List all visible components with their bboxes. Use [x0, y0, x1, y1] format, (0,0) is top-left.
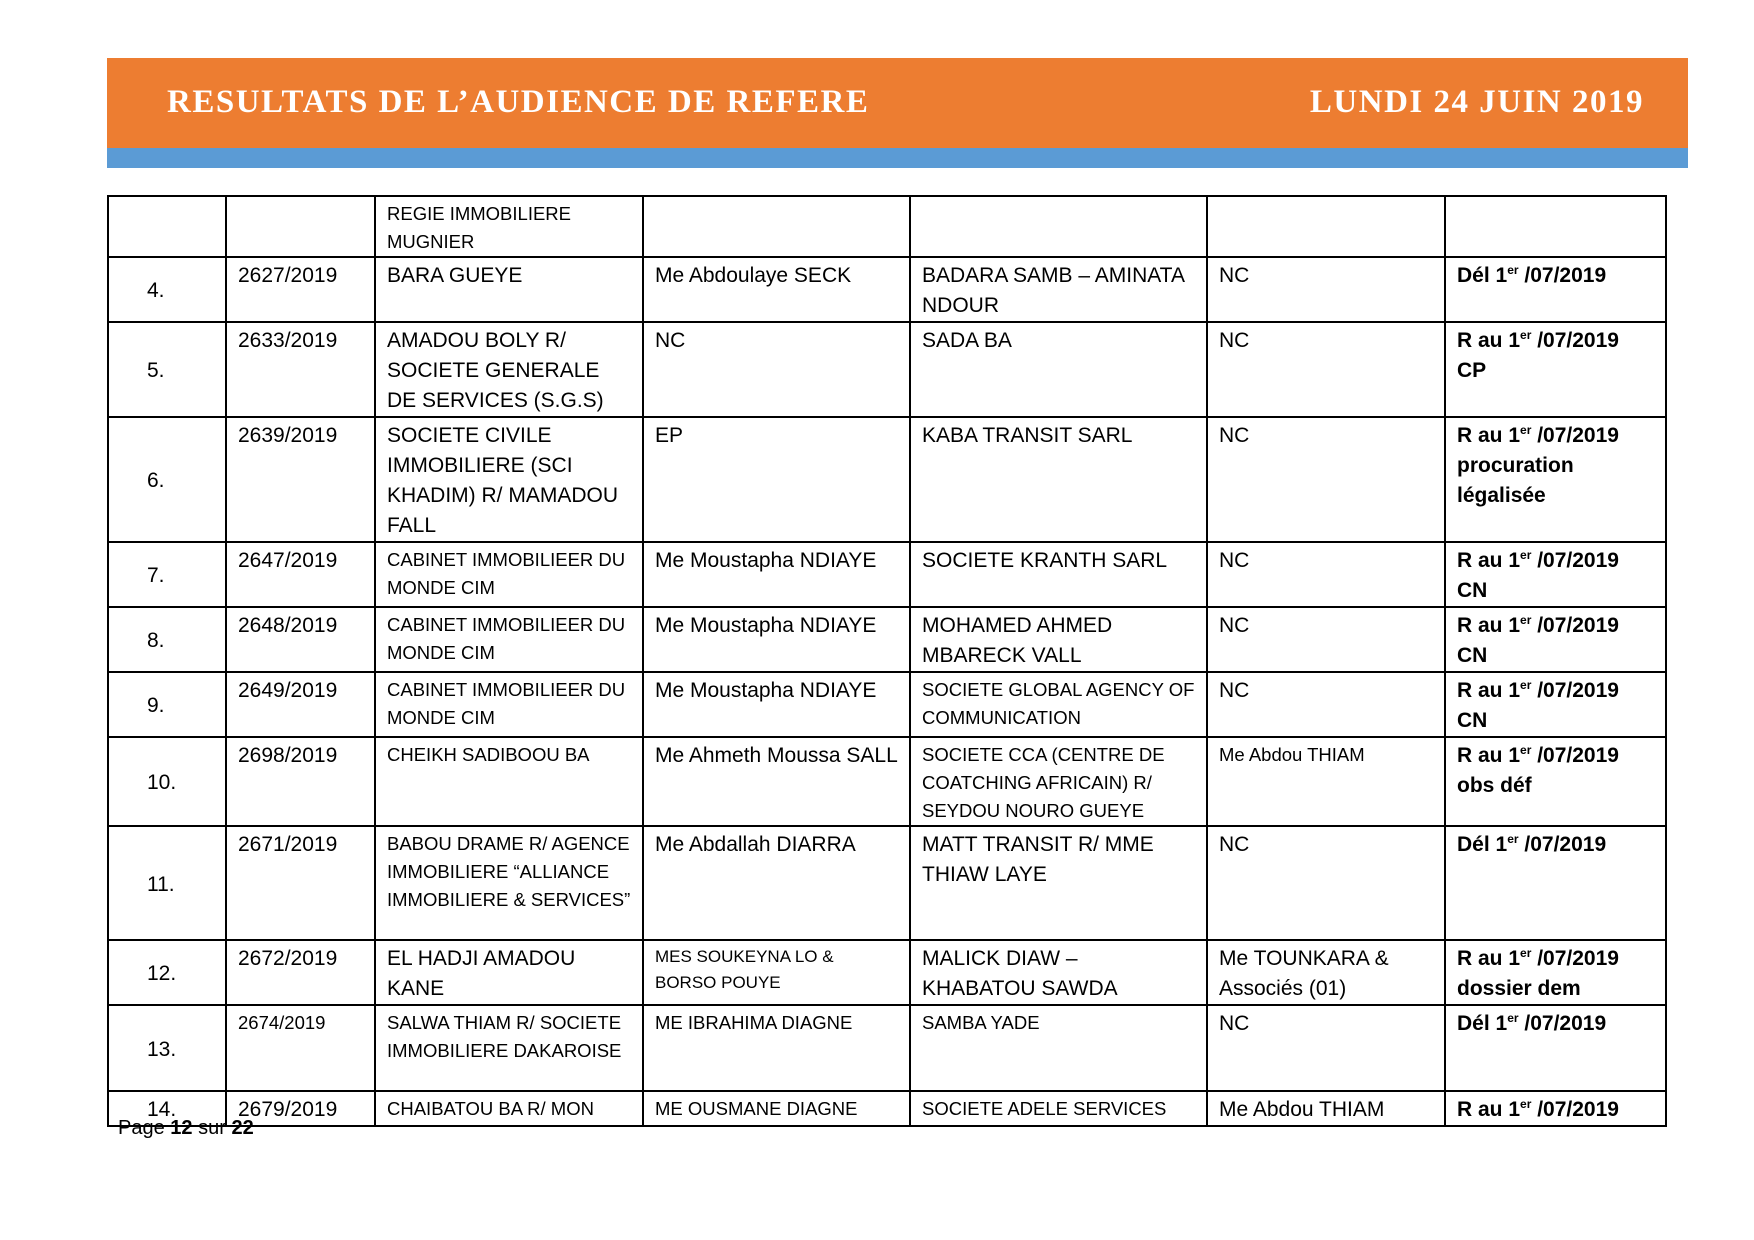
page-date: LUNDI 24 JUIN 2019 [1309, 84, 1644, 120]
case-reference: 2633/2019 [226, 322, 375, 417]
row-number: 4. [108, 257, 226, 322]
table-row [108, 417, 1666, 542]
plaintiff-lawyer-cell: EP [643, 417, 910, 542]
row-number: 5. [108, 322, 226, 417]
defendant-lawyer-cell: NC [1207, 322, 1445, 417]
plaintiff-cell: CABINET IMMOBILIEER DU MONDE CIM [375, 607, 643, 672]
case-reference: 2672/2019 [226, 940, 375, 1005]
row-number: 7. [108, 542, 226, 607]
decision-cell [1445, 196, 1666, 257]
case-reference: 2698/2019 [226, 737, 375, 826]
decision-cell: R au 1er /07/2019 [1445, 1091, 1666, 1126]
plaintiff-lawyer-cell: Me Ahmeth Moussa SALL [643, 737, 910, 826]
defendant-cell: BADARA SAMB – AMINATA NDOUR [910, 257, 1207, 322]
table-row [108, 940, 1666, 1005]
plaintiff-cell: AMADOU BOLY R/ SOCIETE GENERALE DE SERVICES (S.G.S) [375, 322, 643, 417]
case-reference: 2649/2019 [226, 672, 375, 737]
plaintiff-lawyer-cell: Me Abdallah DIARRA [643, 826, 910, 940]
plaintiff-lawyer-cell: ME IBRAHIMA DIAGNE [643, 1005, 910, 1091]
plaintiff-cell: BABOU DRAME R/ AGENCE IMMOBILIERE “ALLIANCE IMMOBILIERE & SERVICES” [375, 826, 643, 940]
plaintiff-cell: SOCIETE CIVILE IMMOBILIERE (SCI KHADIM) R/ MAMADOU FALL [375, 417, 643, 542]
case-reference: 2639/2019 [226, 417, 375, 542]
page-label: Page [118, 1117, 165, 1139]
defendant-cell: MALICK DIAW – KHABATOU SAWDA [910, 940, 1207, 1005]
plaintiff-lawyer-cell: Me Moustapha NDIAYE [643, 672, 910, 737]
table-row [108, 826, 1666, 940]
table-row [108, 607, 1666, 672]
defendant-lawyer-cell: NC [1207, 1005, 1445, 1091]
case-reference: 2647/2019 [226, 542, 375, 607]
page-footer [118, 1117, 254, 1140]
defendant-cell: SOCIETE KRANTH SARL [910, 542, 1207, 607]
defendant-lawyer-cell: NC [1207, 542, 1445, 607]
row-number [108, 196, 226, 257]
table-row [108, 322, 1666, 417]
defendant-lawyer-cell: Me Abdou THIAM [1207, 1091, 1445, 1126]
of-label: sur [198, 1117, 226, 1139]
defendant-lawyer-cell: NC [1207, 257, 1445, 322]
plaintiff-lawyer-cell: Me Moustapha NDIAYE [643, 542, 910, 607]
table-row [108, 196, 1666, 257]
plaintiff-cell: CHAIBATOU BA R/ MON [375, 1091, 643, 1126]
header-stripe [107, 148, 1688, 168]
defendant-lawyer-cell: Me Abdou THIAM [1207, 737, 1445, 826]
plaintiff-lawyer-cell: ME OUSMANE DIAGNE [643, 1091, 910, 1126]
defendant-lawyer-cell: NC [1207, 607, 1445, 672]
page-title: RESULTATS DE L’AUDIENCE DE REFERE [167, 84, 870, 120]
decision-cell: Dél 1er /07/2019 [1445, 826, 1666, 940]
case-reference: 2671/2019 [226, 826, 375, 940]
plaintiff-cell: CHEIKH SADIBOOU BA [375, 737, 643, 826]
defendant-lawyer-cell: NC [1207, 672, 1445, 737]
decision-cell: R au 1er /07/2019 CP [1445, 322, 1666, 417]
defendant-cell: SOCIETE GLOBAL AGENCY OF COMMUNICATION [910, 672, 1207, 737]
decision-cell: R au 1er /07/2019 dossier dem [1445, 940, 1666, 1005]
defendant-cell: SOCIETE ADELE SERVICES [910, 1091, 1207, 1126]
results-table [107, 195, 1667, 1127]
case-reference: 2679/2019 [226, 1091, 375, 1126]
plaintiff-lawyer-cell [643, 196, 910, 257]
decision-cell: Dél 1er /07/2019 [1445, 1005, 1666, 1091]
table-row [108, 257, 1666, 322]
decision-cell: R au 1er /07/2019 CN [1445, 672, 1666, 737]
row-number: 13. [108, 1005, 226, 1091]
defendant-cell: SADA BA [910, 322, 1207, 417]
row-number: 11. [108, 826, 226, 940]
plaintiff-cell: CABINET IMMOBILIEER DU MONDE CIM [375, 672, 643, 737]
case-reference: 2648/2019 [226, 607, 375, 672]
decision-cell: R au 1er /07/2019 CN [1445, 542, 1666, 607]
case-reference: 2674/2019 [226, 1005, 375, 1091]
table-row [108, 737, 1666, 826]
plaintiff-cell: SALWA THIAM R/ SOCIETE IMMOBILIERE DAKAROISE [375, 1005, 643, 1091]
table-row [108, 542, 1666, 607]
plaintiff-lawyer-cell: Me Moustapha NDIAYE [643, 607, 910, 672]
decision-cell: Dél 1er /07/2019 [1445, 257, 1666, 322]
defendant-lawyer-cell: NC [1207, 826, 1445, 940]
plaintiff-cell: CABINET IMMOBILIEER DU MONDE CIM [375, 542, 643, 607]
row-number: 9. [108, 672, 226, 737]
table-row [108, 1005, 1666, 1091]
defendant-lawyer-cell: NC [1207, 417, 1445, 542]
decision-cell: R au 1er /07/2019 obs déf [1445, 737, 1666, 826]
defendant-cell: MATT TRANSIT R/ MME THIAW LAYE [910, 826, 1207, 940]
plaintiff-cell: REGIE IMMOBILIERE MUGNIER [375, 196, 643, 257]
case-reference [226, 196, 375, 257]
plaintiff-lawyer-cell: Me Abdoulaye SECK [643, 257, 910, 322]
table-row [108, 672, 1666, 737]
row-number: 12. [108, 940, 226, 1005]
plaintiff-lawyer-cell: MES SOUKEYNA LO & BORSO POUYE [643, 940, 910, 1005]
defendant-cell [910, 196, 1207, 257]
row-number: 6. [108, 417, 226, 542]
defendant-cell: SOCIETE CCA (CENTRE DE COATCHING AFRICAIN) R/ SEYDOU NOURO GUEYE [910, 737, 1207, 826]
row-number: 8. [108, 607, 226, 672]
case-reference: 2627/2019 [226, 257, 375, 322]
defendant-cell: KABA TRANSIT SARL [910, 417, 1207, 542]
defendant-cell: SAMBA YADE [910, 1005, 1207, 1091]
plaintiff-lawyer-cell: NC [643, 322, 910, 417]
table-row [108, 1091, 1666, 1126]
decision-cell: R au 1er /07/2019 procuration légalisée [1445, 417, 1666, 542]
current-page: 12 [170, 1117, 193, 1139]
defendant-cell: MOHAMED AHMED MBARECK VALL [910, 607, 1207, 672]
decision-cell: R au 1er /07/2019 CN [1445, 607, 1666, 672]
row-number: 14. [108, 1091, 226, 1126]
row-number: 10. [108, 737, 226, 826]
plaintiff-cell: BARA GUEYE [375, 257, 643, 322]
defendant-lawyer-cell [1207, 196, 1445, 257]
plaintiff-cell: EL HADJI AMADOU KANE [375, 940, 643, 1005]
defendant-lawyer-cell: Me TOUNKARA & Associés (01) [1207, 940, 1445, 1005]
total-pages: 22 [231, 1117, 254, 1139]
